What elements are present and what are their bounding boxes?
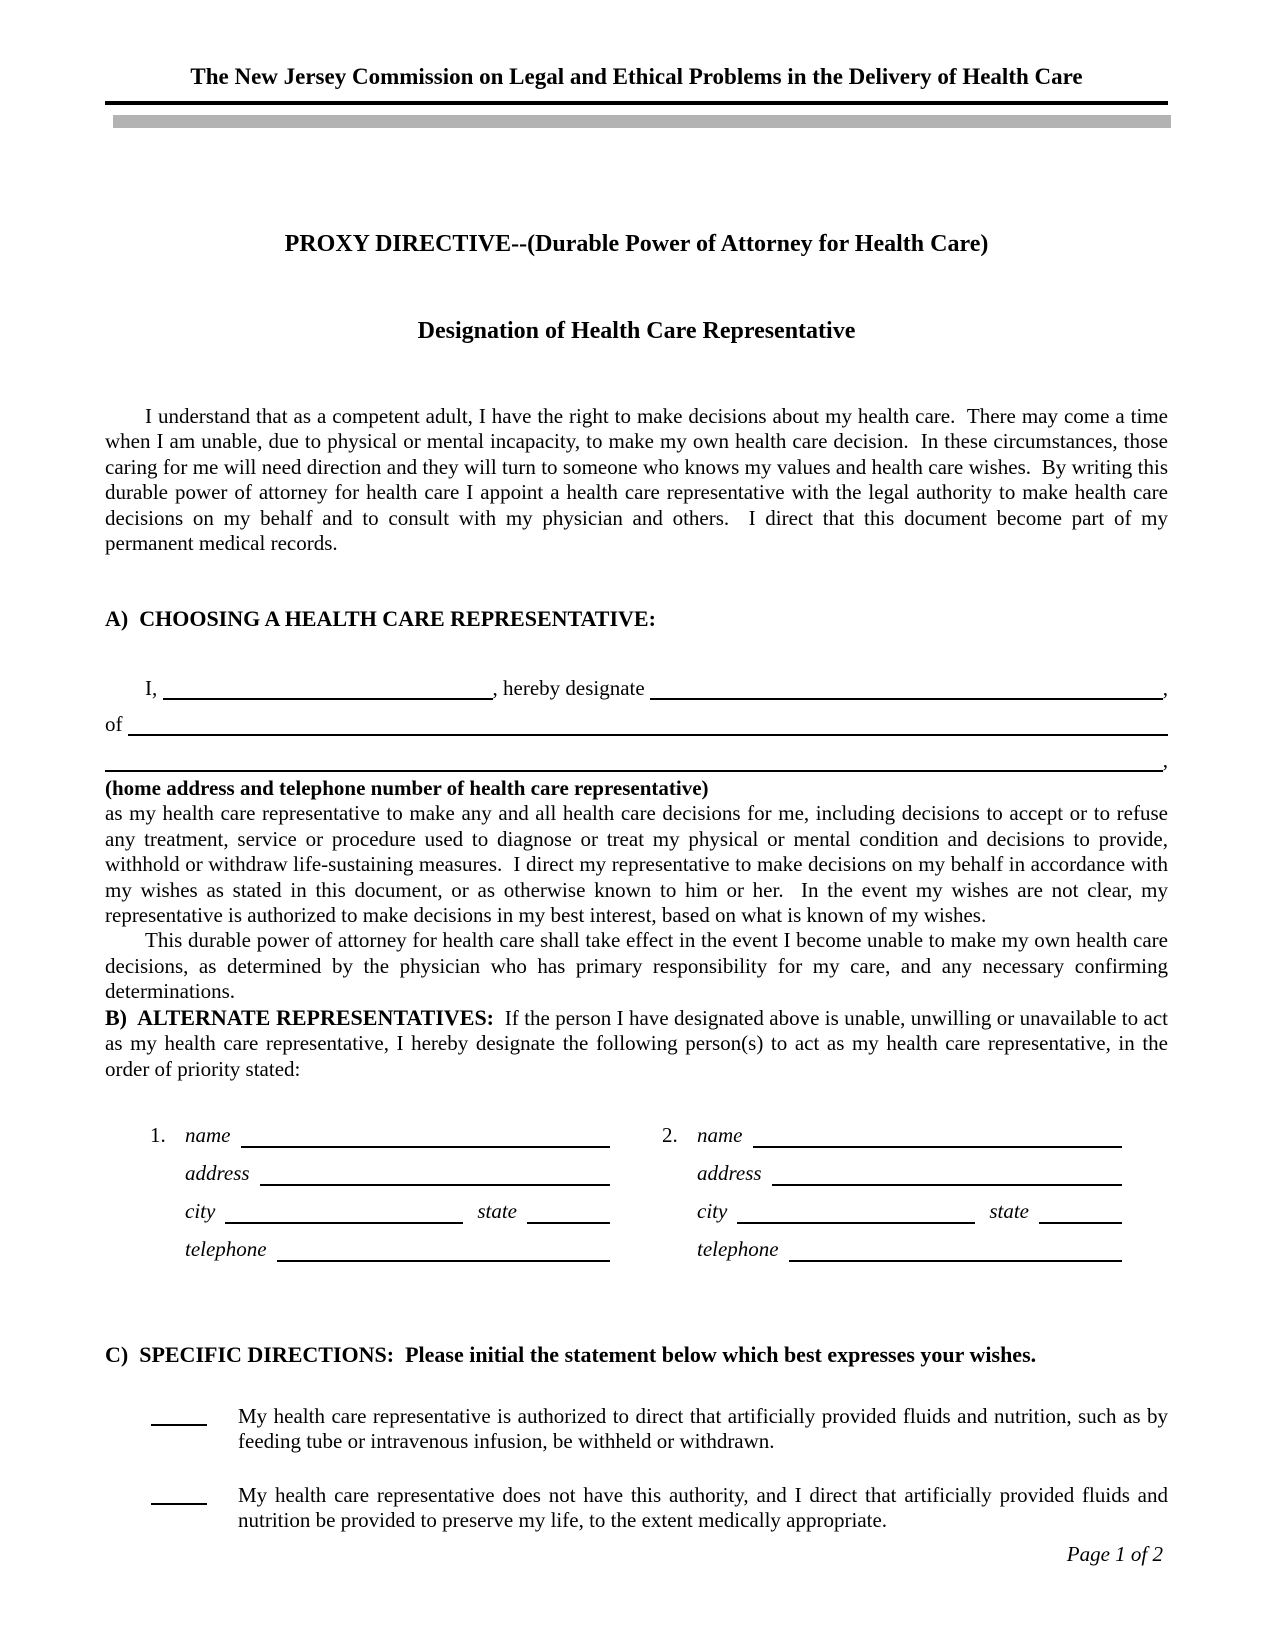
address-caption: (home address and telephone number of health care representative) xyxy=(105,776,709,801)
alternate-2-name-label: name xyxy=(697,1122,743,1147)
alternate-1-telephone-field[interactable] xyxy=(277,1238,610,1262)
alternate-1-number: 1. xyxy=(150,1122,166,1147)
section-b-text: If the person I have designated above is unable, unwilling or unavailable to act as my health care representative, I hereby designate the following person(s) to act as my health care representative, in the order of priority stated: xyxy=(105,1005,1174,1081)
document-title xyxy=(105,172,1168,404)
alternate-2-city-state-row xyxy=(662,1186,1122,1224)
of-label: of xyxy=(105,712,128,737)
intro-paragraph: I understand that as a competent adult, I have the right to make decisions about my health care. There may come a time when I am unable, due to physical or mental incapacity, to make my own health care decision. In these circumstances, those caring for me will need direction and they will turn to someone who knows my values and health care wishes. By writing this durable power of attorney for health care I appoint a health care representative with the legal authority to make health care decisions on my behalf and to consult with my physician and others. I direct that this document become part of my permanent medical records. xyxy=(105,404,1174,556)
alternate-1-state-label: state xyxy=(477,1198,517,1223)
alternate-1-name-label: name xyxy=(185,1122,231,1147)
alternate-2-state-label: state xyxy=(989,1198,1029,1223)
statement-2-text: My health care representative does not have this authority, and I direct that artificially provided fluids and nutrition be provided to preserve my life, to the extent medically appropriate. xyxy=(238,1482,1174,1533)
alternate-1-city-state-row xyxy=(150,1186,610,1224)
alternate-1-telephone-label: telephone xyxy=(185,1236,267,1261)
alternate-1-address-row xyxy=(150,1148,610,1186)
alternate-1-name-field[interactable] xyxy=(241,1124,611,1148)
representative-address-field-1[interactable] xyxy=(128,712,1168,736)
alternate-1-city-field[interactable] xyxy=(225,1200,463,1224)
initial-field-2[interactable] xyxy=(151,1483,207,1505)
statement-1-row xyxy=(105,1403,1174,1455)
alternate-2-state-field[interactable] xyxy=(1039,1200,1122,1224)
hereby-designate-label: , hereby designate xyxy=(492,676,650,701)
alternate-2-telephone-row xyxy=(662,1224,1122,1262)
alternate-2-name-field[interactable] xyxy=(753,1124,1123,1148)
alternate-1-telephone-row xyxy=(150,1224,610,1262)
alternate-2-address-row xyxy=(662,1148,1122,1186)
alternate-2-block xyxy=(662,1110,1122,1262)
document-title-line2: Designation of Health Care Representative xyxy=(417,318,856,344)
alternate-1-state-field[interactable] xyxy=(527,1200,610,1224)
alternate-1-address-label: address xyxy=(185,1160,250,1185)
alternate-1-name-row xyxy=(150,1110,610,1148)
section-a-heading: A) CHOOSING A HEALTH CARE REPRESENTATIVE: xyxy=(105,606,656,632)
statement-1-text: My health care representative is authorized to direct that artificially provided fluids and nutrition, such as by feeding tube or intravenous infusion, be withheld or withdrawn. xyxy=(238,1403,1174,1454)
statement-2-row xyxy=(105,1482,1174,1534)
alternate-1-address-field[interactable] xyxy=(260,1162,610,1186)
alternate-2-city-label: city xyxy=(697,1198,728,1223)
alternate-2-address-label: address xyxy=(697,1160,762,1185)
alternate-representatives-block xyxy=(105,1110,1168,1262)
i-label: I, xyxy=(145,676,163,701)
alternate-1-city-label: city xyxy=(185,1198,216,1223)
designation-line-2 xyxy=(105,712,1168,736)
alternate-2-name-row xyxy=(662,1110,1122,1148)
declarant-name-field[interactable] xyxy=(163,676,493,700)
powers-paragraph: as my health care representative to make any and all health care decisions for me, including decisions to accept or to refuse any treatment, service or procedure used to diagnose or treat my physical or mental condition and decisions to provide, withhold or withdraw life-sustaining measures. I direct my representative to make decisions on my behalf in accordance with my wishes as stated in this document, or as otherwise known to him or her. In the event my wishes are not clear, my representative is authorized to make decisions in my best interest, based on what is known of my wishes. xyxy=(105,801,1174,928)
representative-address-field-2[interactable] xyxy=(105,748,1163,772)
alternate-2-number: 2. xyxy=(662,1122,678,1147)
initial-field-1[interactable] xyxy=(151,1404,207,1426)
section-b-paragraph xyxy=(105,1004,1174,1082)
page-number: Page 1 of 2 xyxy=(1066,1542,1163,1566)
effect-paragraph: This durable power of attorney for health care shall take effect in the event I become unable to make my own health care decisions, as determined by the physician who has primary responsibility for my care, and any necessary confirming determinations. xyxy=(105,928,1174,1004)
representative-name-field[interactable] xyxy=(650,676,1163,700)
designation-line-1 xyxy=(105,676,1168,700)
section-b-heading: B) ALTERNATE REPRESENTATIVES: xyxy=(105,1004,495,1030)
header-rule xyxy=(105,101,1168,105)
alternate-2-telephone-label: telephone xyxy=(697,1236,779,1261)
alternate-1-block xyxy=(150,1110,610,1262)
header-gray-bar xyxy=(113,115,1171,128)
alternate-2-address-field[interactable] xyxy=(772,1162,1122,1186)
alternate-2-city-field[interactable] xyxy=(737,1200,975,1224)
commission-title: The New Jersey Commission on Legal and Ethical Problems in the Delivery of Health Care xyxy=(190,64,1083,89)
document-title-line1: PROXY DIRECTIVE--(Durable Power of Attorney for Health Care) xyxy=(284,231,989,257)
line3-comma: , xyxy=(1162,748,1168,773)
alternate-2-telephone-field[interactable] xyxy=(789,1238,1122,1262)
line1-comma: , xyxy=(1162,676,1168,701)
section-c-heading: C) SPECIFIC DIRECTIONS: Please initial the statement below which best expresses your wishes. xyxy=(105,1341,1037,1367)
designation-line-3 xyxy=(105,748,1168,772)
